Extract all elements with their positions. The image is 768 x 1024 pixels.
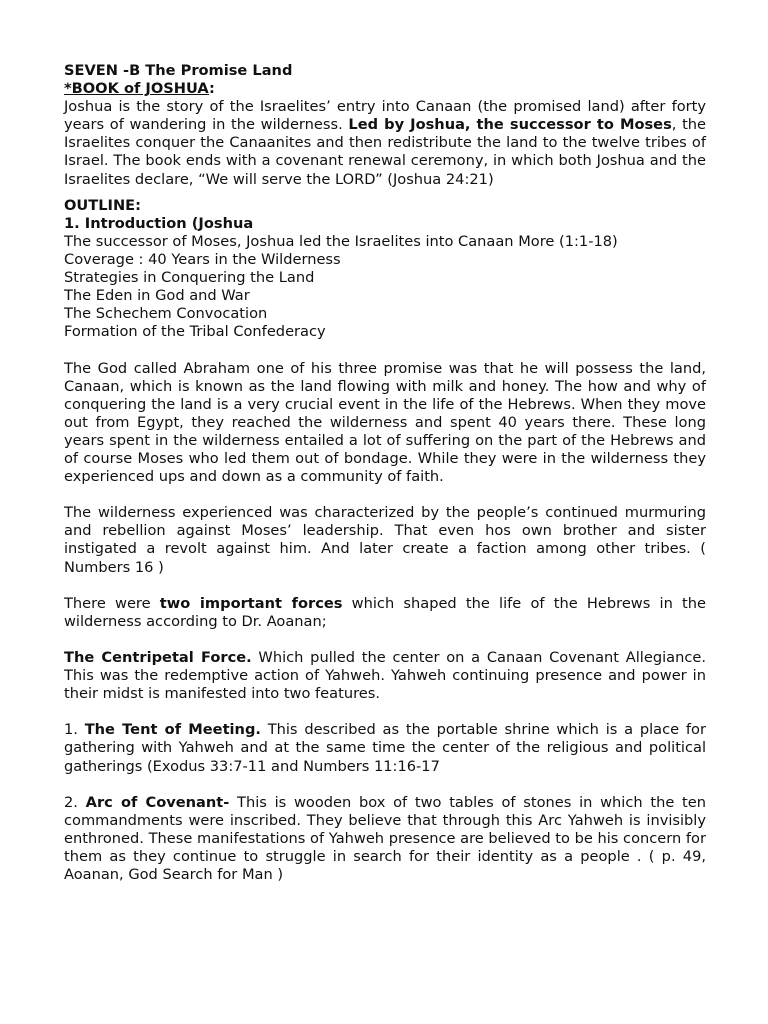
outline-item: The successor of Moses, Joshua led the Israelites into Canaan More (1:1-18) xyxy=(64,232,618,250)
tent-number: 1. xyxy=(64,721,85,739)
outline-item: The Eden in God and War xyxy=(64,287,250,305)
tent-paragraph xyxy=(64,721,706,775)
outline-list xyxy=(64,233,706,342)
centripetal-text: Which pulled the center on a Canaan Covenant Allegiance. This was the redemptive action of Yahweh. Yahweh continuing presence and power in their midst is manifested into two features. xyxy=(64,649,706,703)
lesson-title: SEVEN -B The Promise Land xyxy=(64,62,293,79)
book-heading-label: *BOOK of JOSHUA xyxy=(64,80,209,98)
intro-paragraph xyxy=(64,98,706,188)
outline-item: The Schechem Convocation xyxy=(64,305,268,323)
abraham-paragraph: The God called Abraham one of his three promise was that he will possess the land, Canaan, which is known as the land flowing with milk and honey. The how and why of conquering the land is a very crucial event in the life of the Hebrews. When they move out from Egypt, they reached the wilderness and spent 40 years there. These long years spent in the wilderness entailed a lot of suffering on the part of the Hebrews and of course Moses who led them out of bondage. While they were in the wilderness they experienced ups and down as a community of faith. xyxy=(64,359,706,486)
tent-heading: The Tent of Meeting. xyxy=(84,721,261,739)
forces-bold: two important forces xyxy=(159,594,343,612)
book-heading xyxy=(64,80,706,98)
outline-section-title: 1. Introduction (Joshua xyxy=(64,214,254,232)
intro-bold: Led by Joshua, the successor to Moses xyxy=(348,116,672,134)
forces-text-2: which shaped the life of the Hebrews in the wilderness according to Dr. Aoanan; xyxy=(64,594,706,630)
document-page xyxy=(64,62,706,884)
book-heading-colon: : xyxy=(208,80,215,98)
centripetal-heading: The Centripetal Force. xyxy=(64,649,252,666)
arc-number: 2. xyxy=(64,793,86,811)
arc-paragraph xyxy=(64,794,706,884)
outline-item: Formation of the Tribal Confederacy xyxy=(64,323,326,341)
outline-item: Coverage : 40 Years in the Wilderness xyxy=(64,250,341,268)
centripetal-paragraph xyxy=(64,649,706,703)
outline-item: Strategies in Conquering the Land xyxy=(64,269,315,287)
outline-label: OUTLINE: xyxy=(64,196,141,214)
wilderness-paragraph: The wilderness experienced was characterized by the people’s continued murmuring and rebellion against Moses’ leadership. That even hos own brother and sister instigated a revolt against him. And later create a faction among other tribes. ( Numbers 16 ) xyxy=(64,504,706,576)
arc-heading: Arc of Covenant- xyxy=(85,793,230,811)
intro-text-2: , the Israelites conquer the Canaanites and then redistribute the land to the twelve tribes of Israel. The book ends with a covenant renewal ceremony, in which both Joshua and the Israelites declare, “We will serve the LORD” (Joshua 24:21) xyxy=(64,116,707,188)
tent-text: This described as the portable shrine which is a place for gathering with Yahweh and at the same time the center of the religious and political gatherings (Exodus 33:7-11 and Numbers 11:16-17 xyxy=(64,721,706,775)
arc-text: This is wooden box of two tables of stones in which the ten commandments were inscribed. They believe that through this Arc Yahweh is invisibly enthroned. These manifestations of Yahweh presence are believed to be his concern for them as they continue to struggle in search for their identity as a people . ( p. 49, Aoanan, God Search for Man ) xyxy=(64,793,706,884)
forces-text-1: There were xyxy=(64,594,160,612)
intro-text-1: Joshua is the story of the Israelites’ entry into Canaan (the promised land) after forty years of wandering in the wilderness. xyxy=(64,98,706,134)
forces-paragraph xyxy=(64,595,706,631)
